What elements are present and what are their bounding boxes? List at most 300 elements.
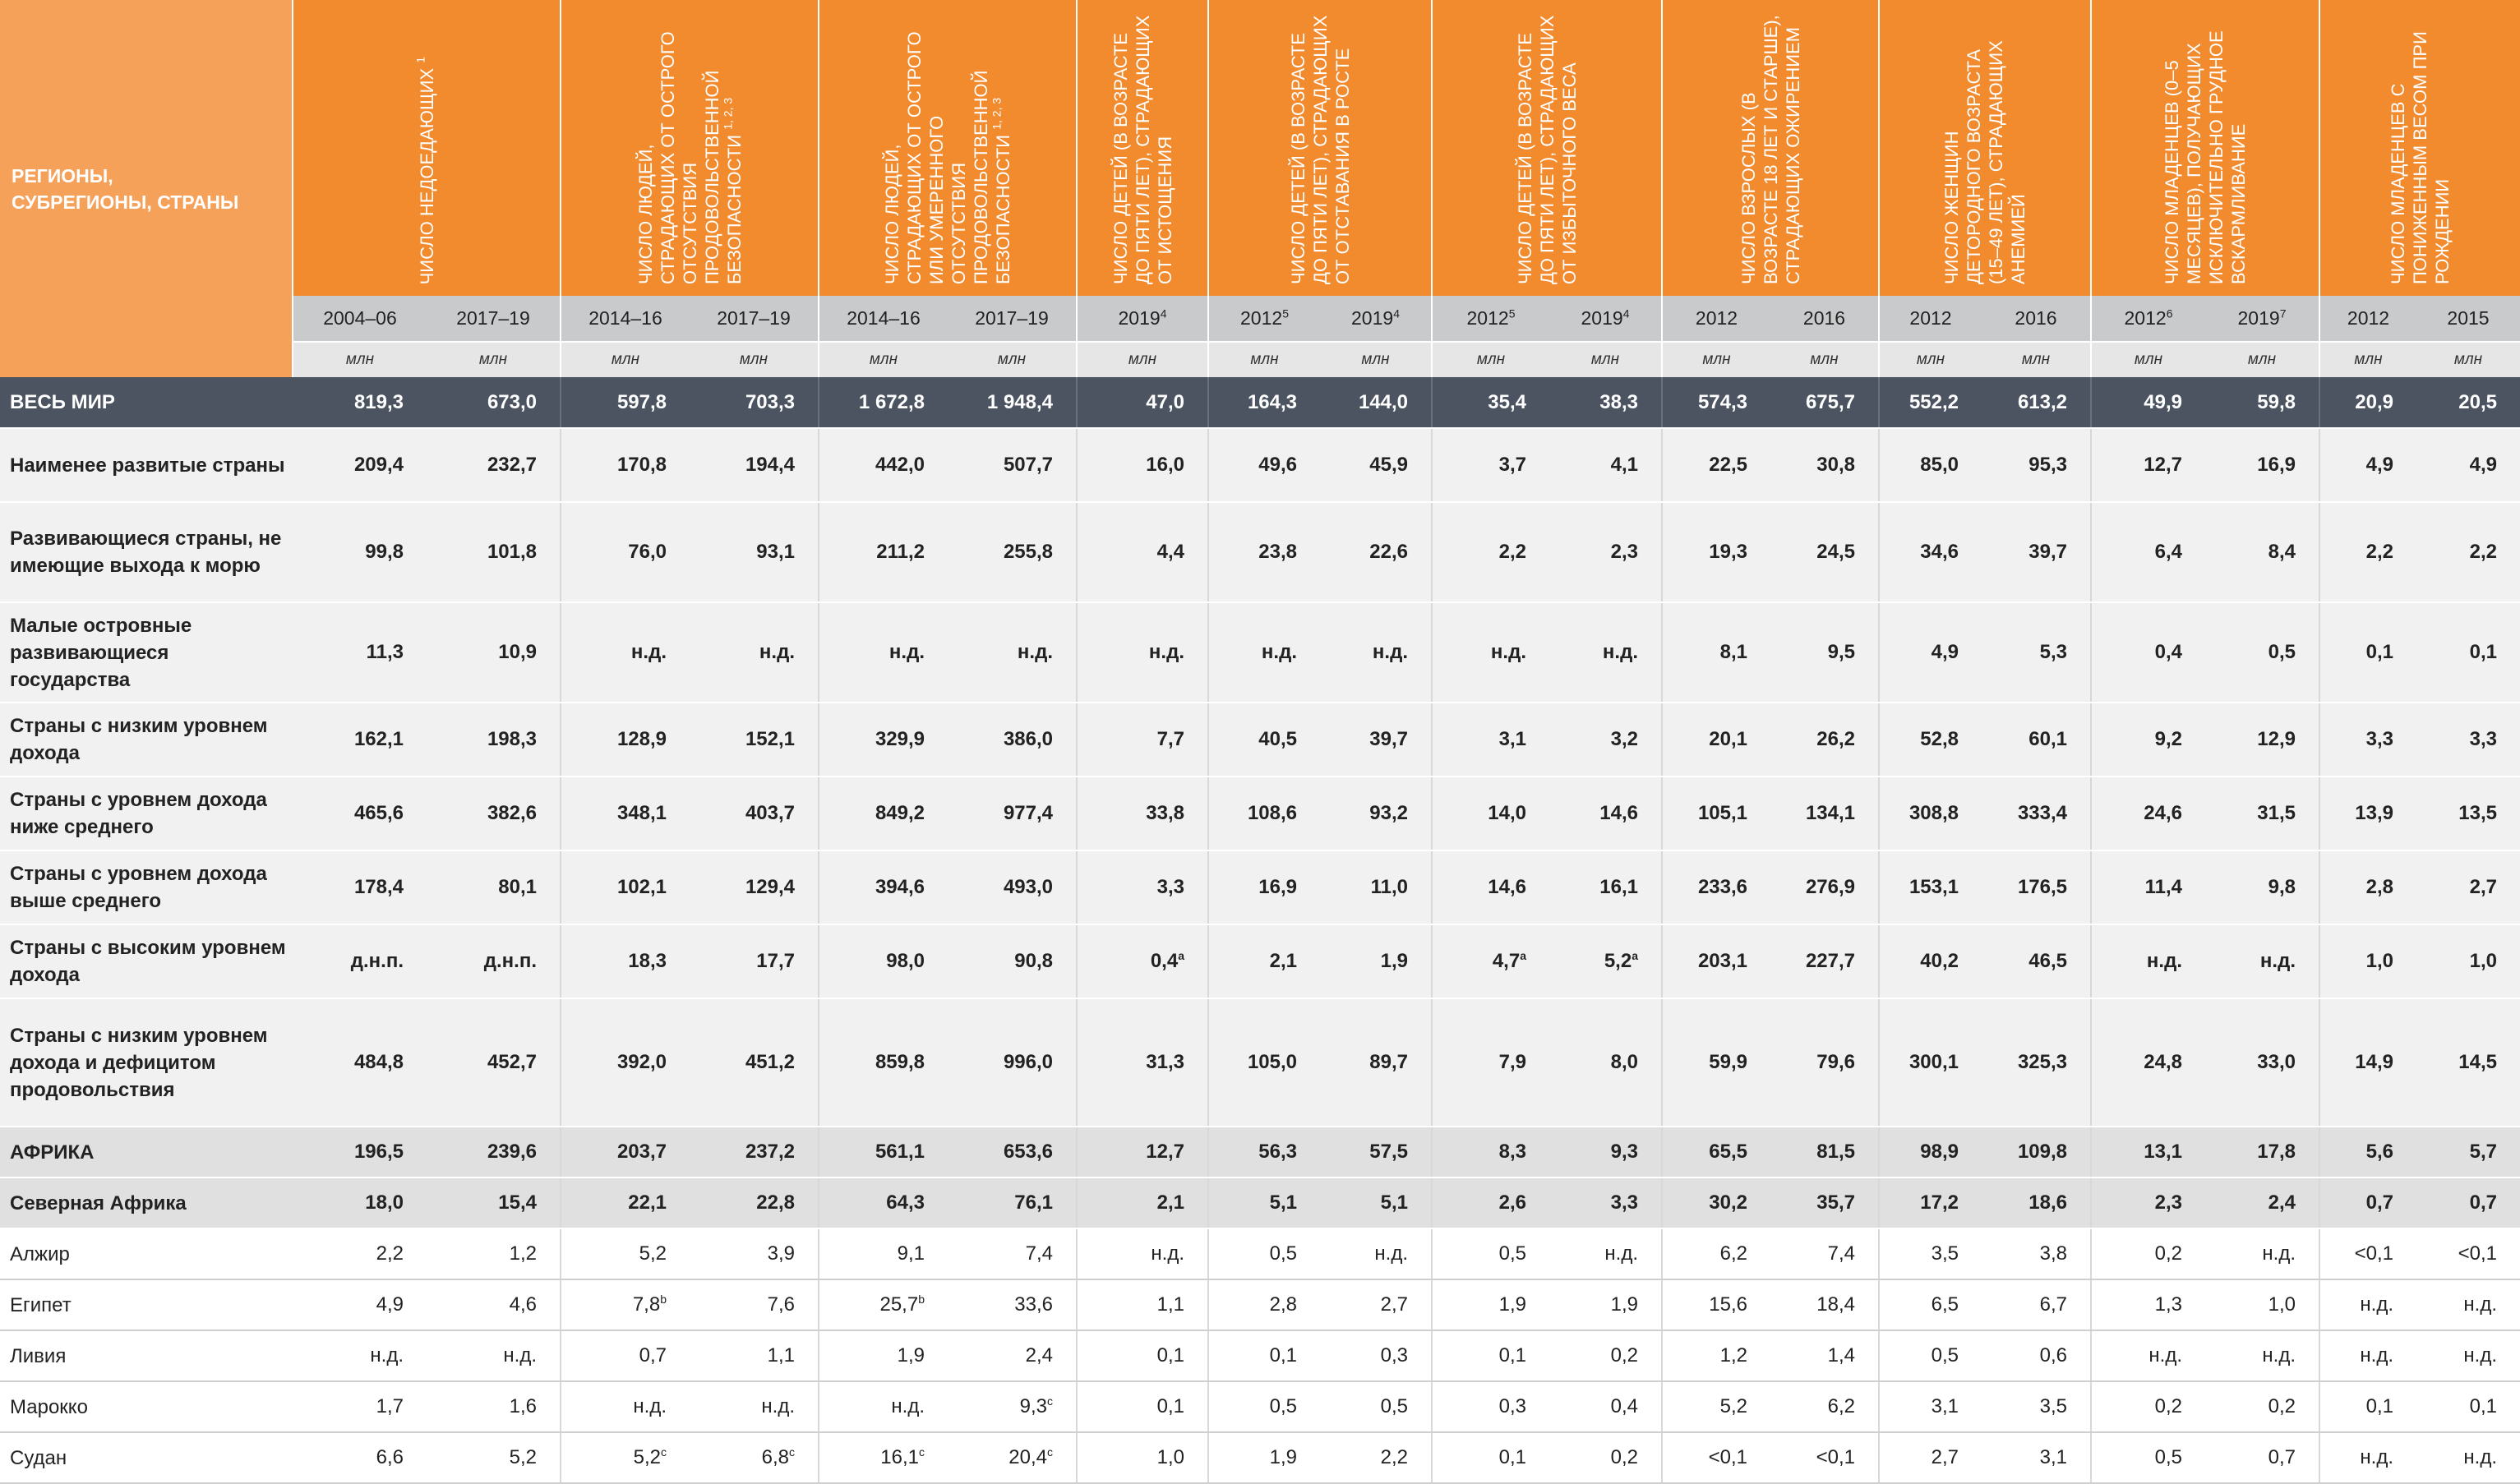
value-cell: 9,8 — [2205, 850, 2319, 924]
value-cell: 233,6 — [1662, 850, 1770, 924]
row-name: Египет — [0, 1279, 293, 1330]
value-cell: 2,8 — [2319, 850, 2416, 924]
value-cell: 2,3 — [2091, 1178, 2205, 1228]
value-cell: 227,7 — [1770, 924, 1879, 998]
value-cell: 2,1 — [1208, 924, 1320, 998]
value-cell: 31,3 — [1077, 998, 1208, 1127]
year-label: 2004–06 — [293, 296, 427, 342]
value-cell: 5,2$^c$ — [561, 1432, 690, 1483]
value-cell: 52,8 — [1879, 703, 1982, 777]
value-cell: 152,1 — [690, 703, 819, 777]
value-cell: 1,0 — [2319, 924, 2416, 998]
value-cell: 6,5 — [1879, 1279, 1982, 1330]
value-cell: 9,5 — [1770, 602, 1879, 703]
year-label: 2012$^6$ — [2091, 296, 2205, 342]
value-cell: 22,5 — [1662, 428, 1770, 502]
value-cell: 1,9 — [1549, 1279, 1662, 1330]
value-cell: 0,7 — [2319, 1178, 2416, 1228]
value-cell: 9,3 — [1549, 1127, 1662, 1178]
value-cell: 2,2 — [1432, 502, 1549, 602]
row-name: АФРИКА — [0, 1127, 293, 1178]
unit-row — [0, 342, 2520, 377]
value-cell: 90,8 — [948, 924, 1077, 998]
value-cell: н.д. — [2091, 924, 2205, 998]
value-cell: н.д. — [2416, 1279, 2520, 1330]
indicator-header — [561, 0, 819, 296]
value-cell: <0,1 — [2416, 1228, 2520, 1279]
value-cell: 59,9 — [1662, 998, 1770, 1127]
value-cell: 0,5 — [2091, 1432, 2205, 1483]
indicator-header — [819, 0, 1077, 296]
value-cell: 329,9 — [819, 703, 948, 777]
value-cell: 14,0 — [1432, 777, 1549, 850]
value-cell: 2,1 — [1077, 1178, 1208, 1228]
value-cell: 5,2 — [427, 1432, 561, 1483]
value-cell: 80,1 — [427, 850, 561, 924]
value-cell: 89,7 — [1320, 998, 1432, 1127]
value-cell: н.д. — [1077, 1228, 1208, 1279]
value-cell: 14,9 — [2319, 998, 2416, 1127]
indicator-header — [1879, 0, 2091, 296]
value-cell: 382,6 — [427, 777, 561, 850]
unit-label: млн — [2091, 342, 2205, 377]
value-cell: 859,8 — [819, 998, 948, 1127]
value-cell: 348,1 — [561, 777, 690, 850]
value-cell: 675,7 — [1770, 377, 1879, 428]
value-cell: 16,0 — [1077, 428, 1208, 502]
value-cell: н.д. — [293, 1330, 427, 1381]
value-cell: 1,7 — [293, 1381, 427, 1432]
indicator-label: ЧИСЛО ДЕТЕЙ (В ВОЗРАСТЕ ДО ПЯТИ ЛЕТ), СТРАДАЮЩИХ ОТ ИСТОЩЕНИЯ — [1110, 15, 1175, 284]
value-cell: 7,6 — [690, 1279, 819, 1330]
value-cell: н.д. — [2416, 1432, 2520, 1483]
country-row — [0, 1330, 2520, 1381]
value-cell: 40,2 — [1879, 924, 1982, 998]
value-cell: н.д. — [1549, 1228, 1662, 1279]
value-cell: 8,4 — [2205, 502, 2319, 602]
value-cell: 7,4 — [1770, 1228, 1879, 1279]
value-cell: 22,6 — [1320, 502, 1432, 602]
value-cell: 16,1$^c$ — [819, 1432, 948, 1483]
value-cell: 325,3 — [1982, 998, 2091, 1127]
table-body — [0, 377, 2520, 1483]
value-cell: 0,5 — [2205, 602, 2319, 703]
value-cell: 3,3 — [2416, 703, 2520, 777]
value-cell: 15,6 — [1662, 1279, 1770, 1330]
value-cell: 0,1 — [2416, 602, 2520, 703]
country-row — [0, 1279, 2520, 1330]
indicator-header — [1662, 0, 1879, 296]
unit-label: млн — [2319, 342, 2416, 377]
value-cell: 18,6 — [1982, 1178, 2091, 1228]
value-cell: н.д. — [1320, 1228, 1432, 1279]
value-cell: 0,2 — [2205, 1381, 2319, 1432]
row-name: Страны с низким уровнем дохода и дефицитом продовольствия — [0, 998, 293, 1127]
value-cell: 5,1 — [1208, 1178, 1320, 1228]
value-cell: 5,3 — [1982, 602, 2091, 703]
value-cell: 451,2 — [690, 998, 819, 1127]
value-cell: д.н.п. — [293, 924, 427, 998]
value-cell: 3,3 — [1077, 850, 1208, 924]
row-name: Страны с уровнем дохода ниже среднего — [0, 777, 293, 850]
value-cell: 2,2 — [1320, 1432, 1432, 1483]
row-name: Страны с высоким уровнем дохода — [0, 924, 293, 998]
value-cell: 2,7 — [1879, 1432, 1982, 1483]
unit-label: млн — [948, 342, 1077, 377]
indicator-label: ЧИСЛО МЛАДЕНЦЕВ С ПОНИЖЕННЫМ ВЕСОМ ПРИ РОЖДЕНИИ — [2388, 31, 2453, 284]
value-cell: н.д. — [690, 1381, 819, 1432]
value-cell: 198,3 — [427, 703, 561, 777]
value-cell: 849,2 — [819, 777, 948, 850]
value-cell: 6,7 — [1982, 1279, 2091, 1330]
value-cell: 3,8 — [1982, 1228, 2091, 1279]
value-cell: 386,0 — [948, 703, 1077, 777]
unit-label: млн — [427, 342, 561, 377]
value-cell: 101,8 — [427, 502, 561, 602]
unit-label: млн — [561, 342, 690, 377]
value-cell: 0,1 — [2319, 1381, 2416, 1432]
value-cell: 9,1 — [819, 1228, 948, 1279]
value-cell: 2,6 — [1432, 1178, 1549, 1228]
value-cell: 0,5 — [1320, 1381, 1432, 1432]
value-cell: 2,7 — [1320, 1279, 1432, 1330]
value-cell: 442,0 — [819, 428, 948, 502]
value-cell: 22,1 — [561, 1178, 690, 1228]
value-cell: 8,1 — [1662, 602, 1770, 703]
value-cell: 0,7 — [2205, 1432, 2319, 1483]
value-cell: н.д. — [2091, 1330, 2205, 1381]
year-label: 2012 — [2319, 296, 2416, 342]
value-cell: 65,5 — [1662, 1127, 1770, 1178]
year-label: 2019$^7$ — [2205, 296, 2319, 342]
value-cell: 0,1 — [1077, 1381, 1208, 1432]
value-cell: 178,4 — [293, 850, 427, 924]
region-column-label: РЕГИОНЫ, СУБРЕГИОНЫ, СТРАНЫ — [12, 164, 239, 213]
value-cell: 3,1 — [1432, 703, 1549, 777]
value-cell: н.д. — [1208, 602, 1320, 703]
year-label: 2012 — [1879, 296, 1982, 342]
value-cell: 33,0 — [2205, 998, 2319, 1127]
value-cell: 134,1 — [1770, 777, 1879, 850]
indicator-label: ЧИСЛО ЛЮДЕЙ, СТРАДАЮЩИХ ОТ ОСТРОГО ИЛИ УМЕРЕННОГО ОТСУТСТВИЯ ПРОДОВОЛЬСТВЕННОЙ БЕЗОПАСНОСТИ $^{1, 2, 3}$ — [882, 31, 1013, 284]
row-name: Северная Африка — [0, 1178, 293, 1228]
value-cell: 4,1 — [1549, 428, 1662, 502]
indicator-label: ЧИСЛО НЕДОЕДАЮЩИХ $^1$ — [413, 56, 437, 284]
value-cell: 1,0 — [2205, 1279, 2319, 1330]
value-cell: 3,3 — [1549, 1178, 1662, 1228]
value-cell: 237,2 — [690, 1127, 819, 1178]
value-cell: 170,8 — [561, 428, 690, 502]
value-cell: 1,1 — [1077, 1279, 1208, 1330]
row-name: Судан — [0, 1432, 293, 1483]
value-cell: 93,2 — [1320, 777, 1432, 850]
value-cell: 24,5 — [1770, 502, 1879, 602]
value-cell: 2,3 — [1549, 502, 1662, 602]
value-cell: н.д. — [1432, 602, 1549, 703]
value-cell: 7,7 — [1077, 703, 1208, 777]
value-cell: н.д. — [819, 602, 948, 703]
unit-label: млн — [1662, 342, 1770, 377]
value-cell: 5,1 — [1320, 1178, 1432, 1228]
value-cell: 653,6 — [948, 1127, 1077, 1178]
value-cell: 7,9 — [1432, 998, 1549, 1127]
indicator-header — [1432, 0, 1662, 296]
value-cell: н.д. — [2205, 1330, 2319, 1381]
value-cell: 81,5 — [1770, 1127, 1879, 1178]
value-cell: 46,5 — [1982, 924, 2091, 998]
value-cell: 23,8 — [1208, 502, 1320, 602]
value-cell: 0,1 — [1208, 1330, 1320, 1381]
value-cell: 6,2 — [1662, 1228, 1770, 1279]
value-cell: 2,2 — [2319, 502, 2416, 602]
value-cell: 4,7$^a$ — [1432, 924, 1549, 998]
value-cell: 47,0 — [1077, 377, 1208, 428]
value-cell: 8,3 — [1432, 1127, 1549, 1178]
value-cell: 4,6 — [427, 1279, 561, 1330]
value-cell: н.д. — [2205, 1228, 2319, 1279]
value-cell: 308,8 — [1879, 777, 1982, 850]
value-cell: 85,0 — [1879, 428, 1982, 502]
value-cell: 1,2 — [1662, 1330, 1770, 1381]
value-cell: 30,8 — [1770, 428, 1879, 502]
value-cell: д.н.п. — [427, 924, 561, 998]
value-cell: 8,0 — [1549, 998, 1662, 1127]
value-cell: 38,3 — [1549, 377, 1662, 428]
value-cell: 176,5 — [1982, 850, 2091, 924]
value-cell: 10,9 — [427, 602, 561, 703]
value-cell: 49,9 — [2091, 377, 2205, 428]
value-cell: 6,8$^c$ — [690, 1432, 819, 1483]
value-cell: 255,8 — [948, 502, 1077, 602]
value-cell: 11,4 — [2091, 850, 2205, 924]
year-label: 2019$^4$ — [1320, 296, 1432, 342]
value-cell: 35,4 — [1432, 377, 1549, 428]
year-label: 2012 — [1662, 296, 1770, 342]
value-cell: 76,1 — [948, 1178, 1077, 1228]
row-name: Малые островные развивающиеся государства — [0, 602, 293, 703]
value-cell: 0,1 — [2416, 1381, 2520, 1432]
group-row — [0, 602, 2520, 703]
indicator-label: ЧИСЛО ВЗРОСЛЫХ (В ВОЗРАСТЕ 18 ЛЕТ И СТАРШЕ), СТРАДАЮЩИХ ОЖИРЕНИЕМ — [1738, 15, 1803, 284]
group-row — [0, 998, 2520, 1127]
value-cell: 33,8 — [1077, 777, 1208, 850]
year-label: 2016 — [1982, 296, 2091, 342]
value-cell: 561,1 — [819, 1127, 948, 1178]
value-cell: <0,1 — [2319, 1228, 2416, 1279]
value-cell: н.д. — [690, 602, 819, 703]
value-cell: 105,1 — [1662, 777, 1770, 850]
value-cell: 17,2 — [1879, 1178, 1982, 1228]
country-row — [0, 1228, 2520, 1279]
value-cell: 12,7 — [2091, 428, 2205, 502]
value-cell: 2,4 — [948, 1330, 1077, 1381]
value-cell: 12,7 — [1077, 1127, 1208, 1178]
value-cell: 128,9 — [561, 703, 690, 777]
value-cell: 99,8 — [293, 502, 427, 602]
value-cell: 0,3 — [1320, 1330, 1432, 1381]
value-cell: 76,0 — [561, 502, 690, 602]
value-cell: н.д. — [2319, 1279, 2416, 1330]
unit-label: млн — [819, 342, 948, 377]
value-cell: 34,6 — [1879, 502, 1982, 602]
value-cell: 1,0 — [2416, 924, 2520, 998]
value-cell: 2,8 — [1208, 1279, 1320, 1330]
value-cell: 333,4 — [1982, 777, 2091, 850]
value-cell: 484,8 — [293, 998, 427, 1127]
value-cell: 276,9 — [1770, 850, 1879, 924]
value-cell: 3,3 — [2319, 703, 2416, 777]
value-cell: 977,4 — [948, 777, 1077, 850]
value-cell: 203,1 — [1662, 924, 1770, 998]
value-cell: 20,4$^c$ — [948, 1432, 1077, 1483]
value-cell: 1,9 — [819, 1330, 948, 1381]
value-cell: 0,4$^a$ — [1077, 924, 1208, 998]
value-cell: 5,2 — [561, 1228, 690, 1279]
value-cell: н.д. — [2319, 1330, 2416, 1381]
year-label: 2019$^4$ — [1077, 296, 1208, 342]
indicator-header — [2091, 0, 2319, 296]
indicator-header — [2319, 0, 2520, 296]
unit-label: млн — [293, 342, 427, 377]
value-cell: 0,1 — [1432, 1330, 1549, 1381]
value-cell: 13,1 — [2091, 1127, 2205, 1178]
value-cell: 33,6 — [948, 1279, 1077, 1330]
value-cell: 57,5 — [1320, 1127, 1432, 1178]
row-name: Наименее развитые страны — [0, 428, 293, 502]
value-cell: 493,0 — [948, 850, 1077, 924]
value-cell: 93,1 — [690, 502, 819, 602]
value-cell: 39,7 — [1982, 502, 2091, 602]
value-cell: 203,7 — [561, 1127, 690, 1178]
value-cell: 40,5 — [1208, 703, 1320, 777]
value-cell: 35,7 — [1770, 1178, 1879, 1228]
value-cell: 6,2 — [1770, 1381, 1879, 1432]
value-cell: 0,2 — [2091, 1381, 2205, 1432]
year-label: 2017–19 — [690, 296, 819, 342]
indicator-label: ЧИСЛО ДЕТЕЙ (В ВОЗРАСТЕ ДО ПЯТИ ЛЕТ), СТРАДАЮЩИХ ОТ ОТСТАВАНИЯ В РОСТЕ — [1287, 15, 1353, 284]
value-cell: <0,1 — [1662, 1432, 1770, 1483]
group-row — [0, 1178, 2520, 1228]
value-cell: 0,2 — [1549, 1432, 1662, 1483]
value-cell: 102,1 — [561, 850, 690, 924]
value-cell: 39,7 — [1320, 703, 1432, 777]
value-cell: н.д. — [2416, 1330, 2520, 1381]
value-cell: 24,8 — [2091, 998, 2205, 1127]
value-cell: <0,1 — [1770, 1432, 1879, 1483]
value-cell: 574,3 — [1662, 377, 1770, 428]
year-label: 2012$^5$ — [1208, 296, 1320, 342]
value-cell: н.д. — [2205, 924, 2319, 998]
unit-label: млн — [1208, 342, 1320, 377]
row-name: Марокко — [0, 1381, 293, 1432]
value-cell: 11,3 — [293, 602, 427, 703]
value-cell: 613,2 — [1982, 377, 2091, 428]
value-cell: н.д. — [1549, 602, 1662, 703]
indicator-label: ЧИСЛО ДЕТЕЙ (В ВОЗРАСТЕ ДО ПЯТИ ЛЕТ), СТРАДАЮЩИХ ОТ ИЗБЫТОЧНОГО ВЕСА — [1514, 15, 1580, 284]
value-cell: 452,7 — [427, 998, 561, 1127]
value-cell: 1,1 — [690, 1330, 819, 1381]
value-cell: 16,9 — [2205, 428, 2319, 502]
value-cell: 60,1 — [1982, 703, 2091, 777]
value-cell: 3,1 — [1982, 1432, 2091, 1483]
value-cell: н.д. — [1077, 602, 1208, 703]
value-cell: 22,8 — [690, 1178, 819, 1228]
row-name: Ливия — [0, 1330, 293, 1381]
value-cell: 0,1 — [2319, 602, 2416, 703]
value-cell: 209,4 — [293, 428, 427, 502]
unit-label: млн — [2205, 342, 2319, 377]
group-row — [0, 1127, 2520, 1178]
value-cell: 20,9 — [2319, 377, 2416, 428]
value-cell: 162,1 — [293, 703, 427, 777]
row-name: Алжир — [0, 1228, 293, 1279]
value-cell: 0,5 — [1432, 1228, 1549, 1279]
group-row — [0, 703, 2520, 777]
value-cell: 0,5 — [1208, 1228, 1320, 1279]
value-cell: 0,1 — [1077, 1330, 1208, 1381]
value-cell: 129,4 — [690, 850, 819, 924]
year-label: 2014–16 — [819, 296, 948, 342]
value-cell: 3,5 — [1879, 1228, 1982, 1279]
value-cell: 59,8 — [2205, 377, 2319, 428]
value-cell: 13,9 — [2319, 777, 2416, 850]
value-cell: 30,2 — [1662, 1178, 1770, 1228]
world-row — [0, 377, 2520, 428]
value-cell: 98,0 — [819, 924, 948, 998]
indicator-header — [293, 0, 561, 296]
value-cell: 11,0 — [1320, 850, 1432, 924]
value-cell: 153,1 — [1879, 850, 1982, 924]
value-cell: 98,9 — [1879, 1127, 1982, 1178]
value-cell: 6,6 — [293, 1432, 427, 1483]
unit-label: млн — [1077, 342, 1208, 377]
group-row — [0, 777, 2520, 850]
value-cell: н.д. — [561, 602, 690, 703]
value-cell: 1 948,4 — [948, 377, 1077, 428]
value-cell: 1,6 — [427, 1381, 561, 1432]
value-cell: 0,1 — [1432, 1432, 1549, 1483]
value-cell: 9,2 — [2091, 703, 2205, 777]
value-cell: 17,7 — [690, 924, 819, 998]
year-label: 2016 — [1770, 296, 1879, 342]
row-name: Страны с уровнем дохода выше среднего — [0, 850, 293, 924]
value-cell: 703,3 — [690, 377, 819, 428]
value-cell: 552,2 — [1879, 377, 1982, 428]
row-name: ВЕСЬ МИР — [0, 377, 293, 428]
value-cell: 14,5 — [2416, 998, 2520, 1127]
value-cell: 394,6 — [819, 850, 948, 924]
year-row — [0, 296, 2520, 342]
value-cell: н.д. — [1320, 602, 1432, 703]
value-cell: 0,2 — [1549, 1330, 1662, 1381]
value-cell: 45,9 — [1320, 428, 1432, 502]
header-row — [0, 0, 2520, 296]
value-cell: 4,9 — [2416, 428, 2520, 502]
value-cell: 18,3 — [561, 924, 690, 998]
value-cell: 2,2 — [293, 1228, 427, 1279]
value-cell: н.д. — [819, 1381, 948, 1432]
indicator-label: ЧИСЛО ЖЕНЩИН ДЕТОРОДНОГО ВОЗРАСТА (15–49 ЛЕТ), СТРАДАЮЩИХ АНЕМИЕЙ — [1941, 40, 2028, 284]
value-cell: 507,7 — [948, 428, 1077, 502]
group-row — [0, 850, 2520, 924]
value-cell: 1 672,8 — [819, 377, 948, 428]
value-cell: 16,9 — [1208, 850, 1320, 924]
value-cell: 3,9 — [690, 1228, 819, 1279]
value-cell: 13,5 — [2416, 777, 2520, 850]
value-cell: 17,8 — [2205, 1127, 2319, 1178]
unit-label: млн — [2416, 342, 2520, 377]
year-label: 2017–19 — [427, 296, 561, 342]
